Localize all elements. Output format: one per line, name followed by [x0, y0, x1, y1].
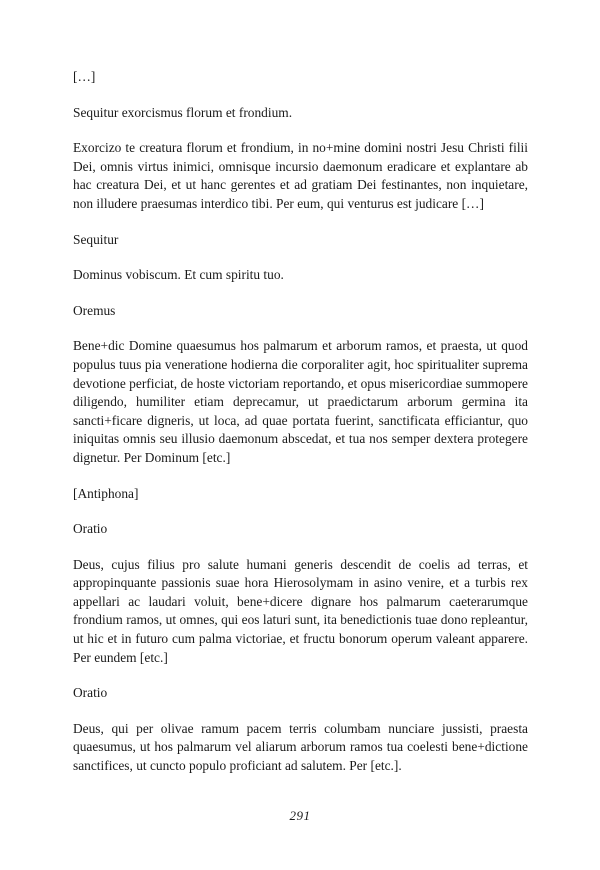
page-body — [73, 68, 528, 776]
page-number: 291 — [289, 808, 311, 823]
ellipsis-marker: […] — [73, 69, 96, 84]
paragraph-exorcism: Exorcizo te creatura florum et frondium, in no+mine domini nostri Jesu Christi filii Dei, omnis virtus inimici, omnisque incursio daemonum eradicare et explantare ab hac creatura Dei, et ut hanc gerentes et ad gratiam Dei festinantes, non inquietare, non illudere praesumas interdico tibi. Per eum, qui venturus est judicare […] — [73, 140, 528, 211]
paragraph-deus-cujus: Deus, cujus filius pro salute humani generis descendit de coelis ad terras, et appropinquante passionis suae hora Hierosolymam in asino venire, et a turbis rex appellari ac laudari voluit, bene+dicere dignare hos palmarum caeterarumque frondium ramos, ut omnes, qui eos laturi sunt, ita benedictionis tuae dono repleantur, ut hic et in futuro cum palma victoriae, et fructu bonorum operum valeant apparere. Per eundem [etc.] — [73, 556, 528, 665]
heading-exorcism: Sequitur exorcismus florum et frondium. — [73, 104, 293, 120]
paragraph-dominus-vobiscum: Dominus vobiscum. Et cum spiritu tuo. — [73, 267, 284, 283]
heading-oratio-2: Oratio — [73, 685, 108, 701]
heading-oremus: Oremus — [73, 302, 116, 318]
heading-antiphona: [Antiphona] — [73, 485, 139, 501]
paragraph-benedic: Bene+dic Domine quaesumus hos palmarum et arborum ramos, et praesta, ut quod populus tuus pia veneratione hodierna die corporaliter agit, hoc spiritualiter suprema devotione perficiat, de hoste victoriam reportando, et opus misericordiae summopere diligendo, humiliter etiam deprecamur, ut praedictarum arborum germina ita sancti+ficare digneris, ut loca, ad quae portata fuerint, sanctificata efficiantur, quo iniquitas omnis seu illusio daemonum abscedat, et tua nos semper dextera protegere dignetur. Per Dominum [etc.] — [73, 338, 528, 465]
heading-sequitur: Sequitur — [73, 231, 119, 247]
paragraph-deus-qui: Deus, qui per olivae ramum pacem terris columbam nunciare jussisti, praesta quaesumus, ut hos palmarum vel aliarum arborum ramos tua coelesti bene+dictione sanctifices, ut cuncto populo proficiant ad salutem. Per [etc.]. — [73, 720, 528, 774]
heading-oratio-1: Oratio — [73, 521, 108, 537]
